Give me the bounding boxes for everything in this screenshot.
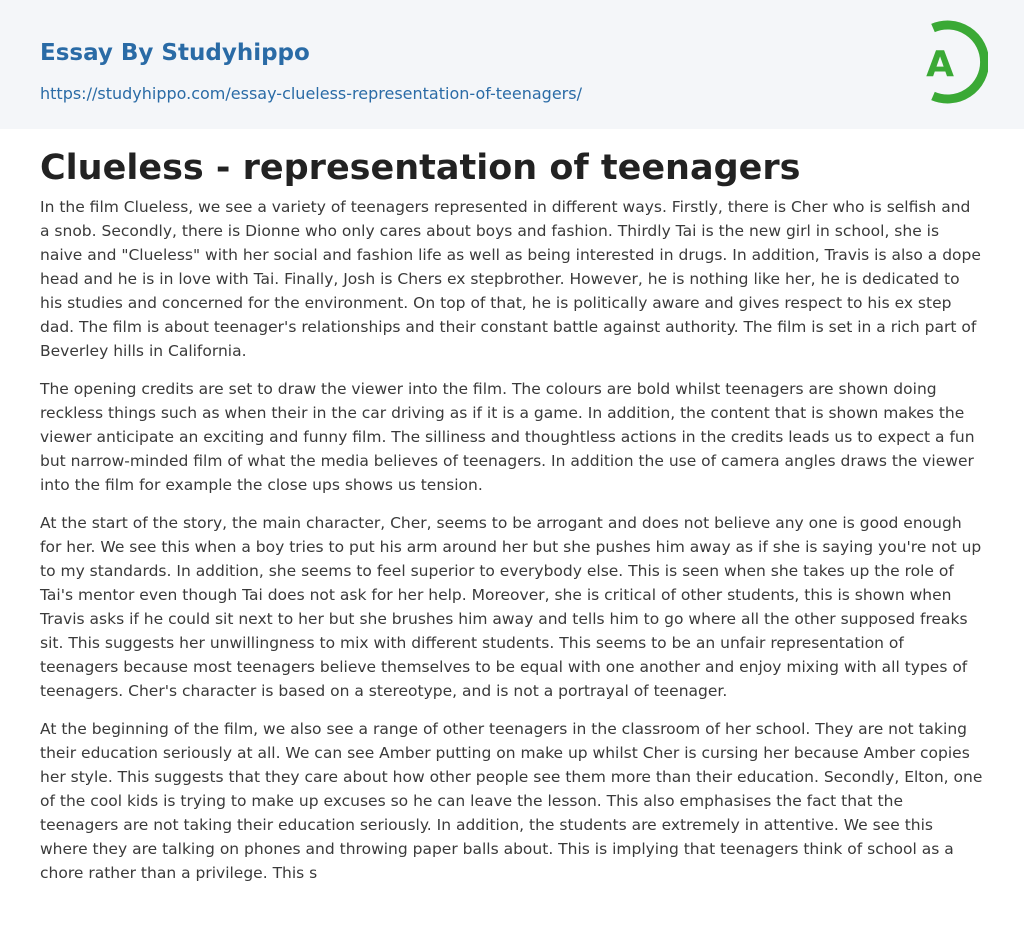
article: [40, 145, 984, 899]
brand-title[interactable]: Essay By Studyhippo: [40, 40, 310, 66]
site-header: [0, 0, 1024, 129]
article-paragraph: The opening credits are set to draw the viewer into the film. The colours are bold whilst teenagers are shown doing reckless things such as when their in the car driving as if it is a game. In addition, the content that is shown makes the viewer anticipate an exciting and funny film. The silliness and thoughtless actions in the credits leads us to expect a fun but narrow-minded film of what the media believes of teenagers. In addition the use of camera angles draws the viewer into the film for example the close ups shows us tension.: [40, 380, 975, 494]
essay-url-link[interactable]: https://studyhippo.com/essay-clueless-representation-of-teenagers/: [40, 84, 582, 103]
studyhippo-logo-icon[interactable]: [910, 18, 988, 106]
article-paragraph: In the film Clueless, we see a variety of teenagers represented in different ways. Firstly, there is Cher who is selfish and a snob. Secondly, there is Dionne who only cares about boys and fashion. Thirdly Tai is the new girl in school, she is naive and "Clueless" with her social and fashion life as well as being interested in drugs. In addition, Travis is also a dope head and he is in love with Tai. Finally, Josh is Chers ex stepbrother. However, he is nothing like her, he is dedicated to his studies and concerned for the environment. On top of that, he is politically aware and gives respect to his ex step dad. The film is about teenager's relationships and their constant battle against authority. The film is set in a rich part of Beverley hills in California.: [40, 198, 981, 360]
logo-letter: A: [926, 44, 954, 85]
article-paragraph: At the beginning of the film, we also see a range of other teenagers in the classroom of her school. They are not taking their education seriously at all. We can see Amber putting on make up whilst Cher is cursing her because Amber copies her style. This suggests that they care about how other people see them more than their education. Secondly, Elton, one of the cool kids is trying to make up excuses so he can leave the lesson. This also emphasises the fact that the teenagers are not taking their education seriously. In addition, the students are extremely in attentive. We see this where they are talking on phones and throwing paper balls about. This is implying that teenagers think of school as a chore rather than a privilege. This s: [40, 720, 983, 882]
article-body: [40, 195, 984, 885]
article-paragraph: At the start of the story, the main character, Cher, seems to be arrogant and does not believe any one is good enough for her. We see this when a boy tries to put his arm around her but she pushes him away as if she is saying you're not up to my standards. In addition, she seems to feel superior to everybody else. This is seen when she takes up the role of Tai's mentor even though Tai does not ask for her help. Moreover, she is critical of other students, this is shown when Travis asks if he could sit next to her but she brushes him away and tells him to go where all the other supposed freaks sit. This suggests her unwillingness to mix with different students. This seems to be an unfair representation of teenagers because most teenagers believe themselves to be equal with one another and enjoy mixing with all types of teenagers. Cher's character is based on a stereotype, and is not a portrayal of teenager.: [40, 514, 982, 700]
article-title: Clueless - representation of teenagers: [40, 148, 801, 188]
